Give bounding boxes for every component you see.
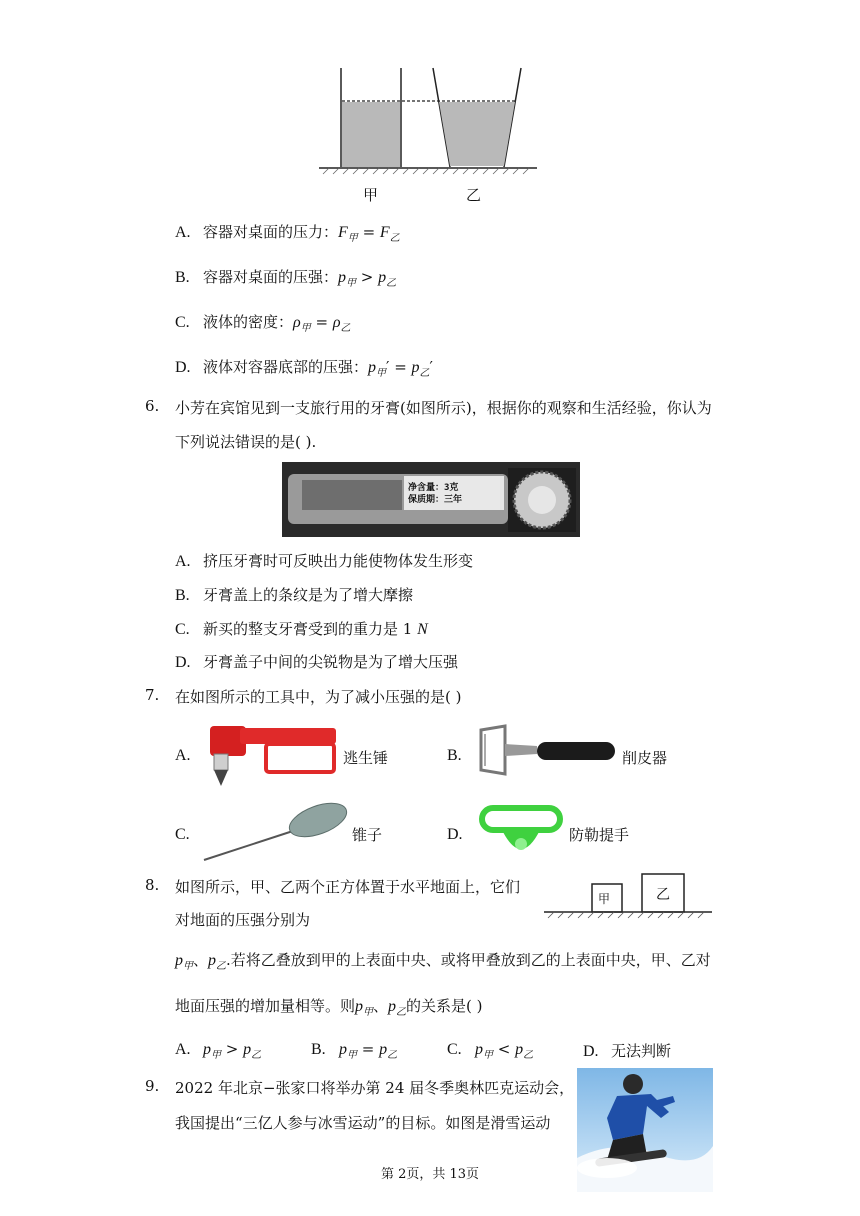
q9-number: 9.	[145, 1077, 160, 1095]
q7-option-b-label: 削皮器	[622, 749, 668, 767]
toothpaste-label-shelf: 保质期：三年	[408, 495, 463, 505]
q8-stem-line4: 地面压强的增加量相等。则$p_甲$、$p_乙$的关系是( )	[175, 997, 483, 1018]
q8-option-c: C. $p_甲 < p_乙$	[447, 1040, 534, 1061]
cube-label-yi: 乙	[656, 887, 670, 903]
q7-option-c-label: 锥子	[352, 826, 383, 844]
q9-stem-line2: 我国提出“三亿人参与冰雪运动”的目标。如图是滑雪运动	[175, 1114, 551, 1132]
q9-stem-line1: 2022 年北京−张家口将举办第 24 届冬季奥林匹克运动会，	[175, 1079, 575, 1097]
container-label-jia: 甲	[363, 186, 379, 204]
page-footer: 第 2页，共 13页	[380, 1167, 480, 1182]
q6-option-d: D. 牙膏盖子中间的尖锐物是为了增大压强	[175, 653, 459, 671]
q7-option-c-letter: C.	[175, 826, 190, 843]
escape-hammer-image	[200, 718, 340, 790]
toothpaste-label-net: 净含量：3克	[408, 483, 459, 493]
q8-stem-line2: 对地面的压强分别为	[175, 911, 311, 929]
cube-label-jia: 甲	[598, 892, 611, 906]
q5-option-d: D. 液体对容器底部的压强：$p_甲' = p_乙'$	[175, 358, 433, 379]
q7-option-b-letter: B.	[447, 747, 462, 764]
peeler-image	[475, 720, 617, 784]
q8-stem-line1: 如图所示，甲、乙两个正方体置于水平地面上，它们	[175, 878, 521, 896]
q7-stem: 在如图所示的工具中，为了减小压强的是( )	[175, 688, 462, 706]
q7-option-d-letter: D.	[447, 826, 463, 843]
q8-option-a: A. $p_甲 > p_乙$	[175, 1040, 262, 1061]
q6-option-c: C. 新买的整支牙膏受到的重力是 1 N	[175, 620, 428, 638]
q5-option-b: B. 容器对桌面的压强：$p_甲 > p_乙$	[175, 268, 397, 289]
q8-option-d: D. 无法判断	[583, 1042, 672, 1060]
q5-option-a: A. 容器对桌面的压力：$F_甲 = F_乙$	[175, 223, 400, 244]
q6-stem-line1: 小芳在宾馆见到一支旅行用的牙膏(如图所示)，根据你的观察和生活经验，你认为	[175, 399, 712, 417]
bag-handle-image	[476, 804, 566, 864]
awl-image	[200, 800, 350, 864]
cubes-figure	[542, 870, 714, 922]
q7-number: 7.	[145, 686, 160, 704]
q8-stem-line3: $p_甲$、$p_乙$.若将乙叠放到甲的上表面中央、或将甲叠放到乙的上表面中央，甲、乙对	[175, 951, 711, 972]
q7-option-d-label: 防勒提手	[569, 826, 630, 844]
container-label-yi: 乙	[466, 186, 482, 204]
q7-option-a-label: 逃生锤	[343, 749, 389, 767]
q8-number: 8.	[145, 876, 160, 894]
q6-stem-line2: 下列说法错误的是( ).	[175, 433, 317, 451]
containers-figure	[315, 62, 545, 207]
q6-option-a: A. 挤压牙膏时可反映出力能使物体发生形变	[175, 552, 474, 570]
q6-option-b: B. 牙膏盖上的条纹是为了增大摩擦	[175, 586, 414, 604]
q5-option-c: C. 液体的密度：$\rho_甲 = \rho_乙$	[175, 313, 351, 334]
q7-option-a-letter: A.	[175, 747, 191, 764]
q6-number: 6.	[145, 397, 160, 415]
q8-option-b: B. $p_甲 = p_乙$	[311, 1040, 398, 1061]
